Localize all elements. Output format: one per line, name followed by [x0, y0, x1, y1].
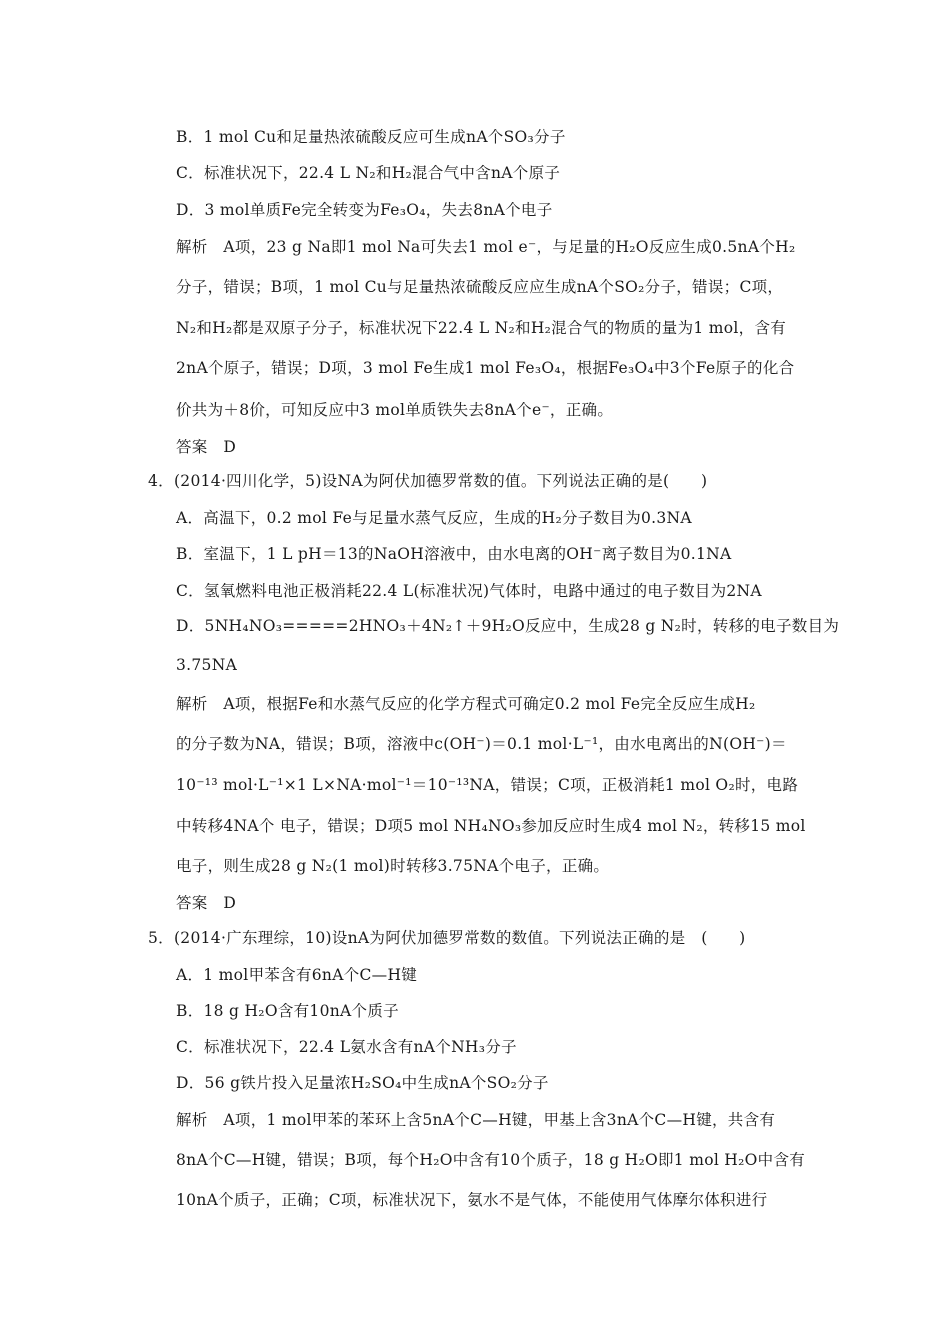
answer-line: 答案 D — [176, 438, 237, 456]
analysis-line: 10nA个质子，正确；C项，标准状况下，氨水不是气体，不能使用气体摩尔体积进行 — [176, 1191, 768, 1209]
option-d-line: D．5NH₄NO₃=====2HNO₃＋4N₂↑＋9H₂O反应中，生成28 g N₂时，转移的电子数目为 — [176, 617, 840, 635]
option-a-line: A．高温下，0.2 mol Fe与足量水蒸气反应，生成的H₂分子数目为0.3NA — [176, 509, 692, 527]
option-b-line: B．1 mol Cu和足量热浓硫酸反应可生成nA个SO₃分子 — [176, 128, 566, 146]
option-d-continuation: 3.75NA — [176, 656, 238, 674]
analysis-line: 价共为＋8价，可知反应中3 mol单质铁失去8nA个e⁻，正确。 — [176, 401, 614, 419]
analysis-line: 的分子数为NA，错误；B项，溶液中c(OH⁻)＝0.1 mol·L⁻¹，由水电离出的N(OH⁻)＝ — [176, 735, 787, 753]
option-b-line: B．室温下，1 L pH＝13的NaOH溶液中，由水电离的OH⁻离子数目为0.1NA — [176, 545, 732, 563]
option-a-line: A．1 mol甲苯含有6nA个C—H键 — [176, 966, 418, 984]
analysis-line: 10⁻¹³ mol·L⁻¹×1 L×NA·mol⁻¹＝10⁻¹³NA，错误；C项，正极消耗1 mol O₂时，电路 — [176, 776, 799, 794]
option-c-line: C．标准状况下，22.4 L N₂和H₂混合气中含nA个原子 — [176, 164, 561, 182]
answer-line: 答案 D — [176, 894, 237, 912]
option-c-line: C．标准状况下，22.4 L氨水含有nA个NH₃分子 — [176, 1038, 517, 1056]
analysis-line: 8nA个C—H键，错误；B项，每个H₂O中含有10个质子，18 g H₂O即1 mol H₂O中含有 — [176, 1151, 806, 1169]
analysis-line: 解析 A项，1 mol甲苯的苯环上含5nA个C—H键，甲基上含3nA个C—H键，共含有 — [176, 1111, 776, 1129]
question-4-stem: 4．(2014·四川化学，5)设NA为阿伏加德罗常数的值。下列说法正确的是( ) — [148, 472, 708, 490]
analysis-line: 电子，则生成28 g N₂(1 mol)时转移3.75NA个电子，正确。 — [176, 857, 610, 875]
analysis-line: 中转移4NA个 电子，错误；D项5 mol NH₄NO₃参加反应时生成4 mol N₂，转移15 mol — [176, 817, 806, 835]
option-d-line: D．3 mol单质Fe完全转变为Fe₃O₄，失去8nA个电子 — [176, 201, 553, 219]
analysis-line: 解析 A项，23 g Na即1 mol Na可失去1 mol e⁻，与足量的H₂O反应生成0.5nA个H₂ — [176, 238, 796, 256]
option-c-line: C．氢氧燃料电池正极消耗22.4 L(标准状况)气体时，电路中通过的电子数目为2NA — [176, 582, 762, 600]
analysis-line: 2nA个原子，错误；D项，3 mol Fe生成1 mol Fe₃O₄，根据Fe₃O₄中3个Fe原子的化合 — [176, 359, 795, 377]
option-b-line: B．18 g H₂O含有10nA个质子 — [176, 1002, 399, 1020]
analysis-line: N₂和H₂都是双原子分子，标准状况下22.4 L N₂和H₂混合气的物质的量为1 mol，含有 — [176, 319, 787, 337]
option-d-line: D．56 g铁片投入足量浓H₂SO₄中生成nA个SO₂分子 — [176, 1074, 549, 1092]
question-5-stem: 5．(2014·广东理综，10)设nA为阿伏加德罗常数的数值。下列说法正确的是 ( ) — [148, 929, 746, 947]
analysis-line: 解析 A项，根据Fe和水蒸气反应的化学方程式可确定0.2 mol Fe完全反应生成H₂ — [176, 695, 756, 713]
analysis-line: 分子，错误；B项，1 mol Cu与足量热浓硫酸反应应生成nA个SO₂分子，错误；C项， — [176, 278, 784, 296]
